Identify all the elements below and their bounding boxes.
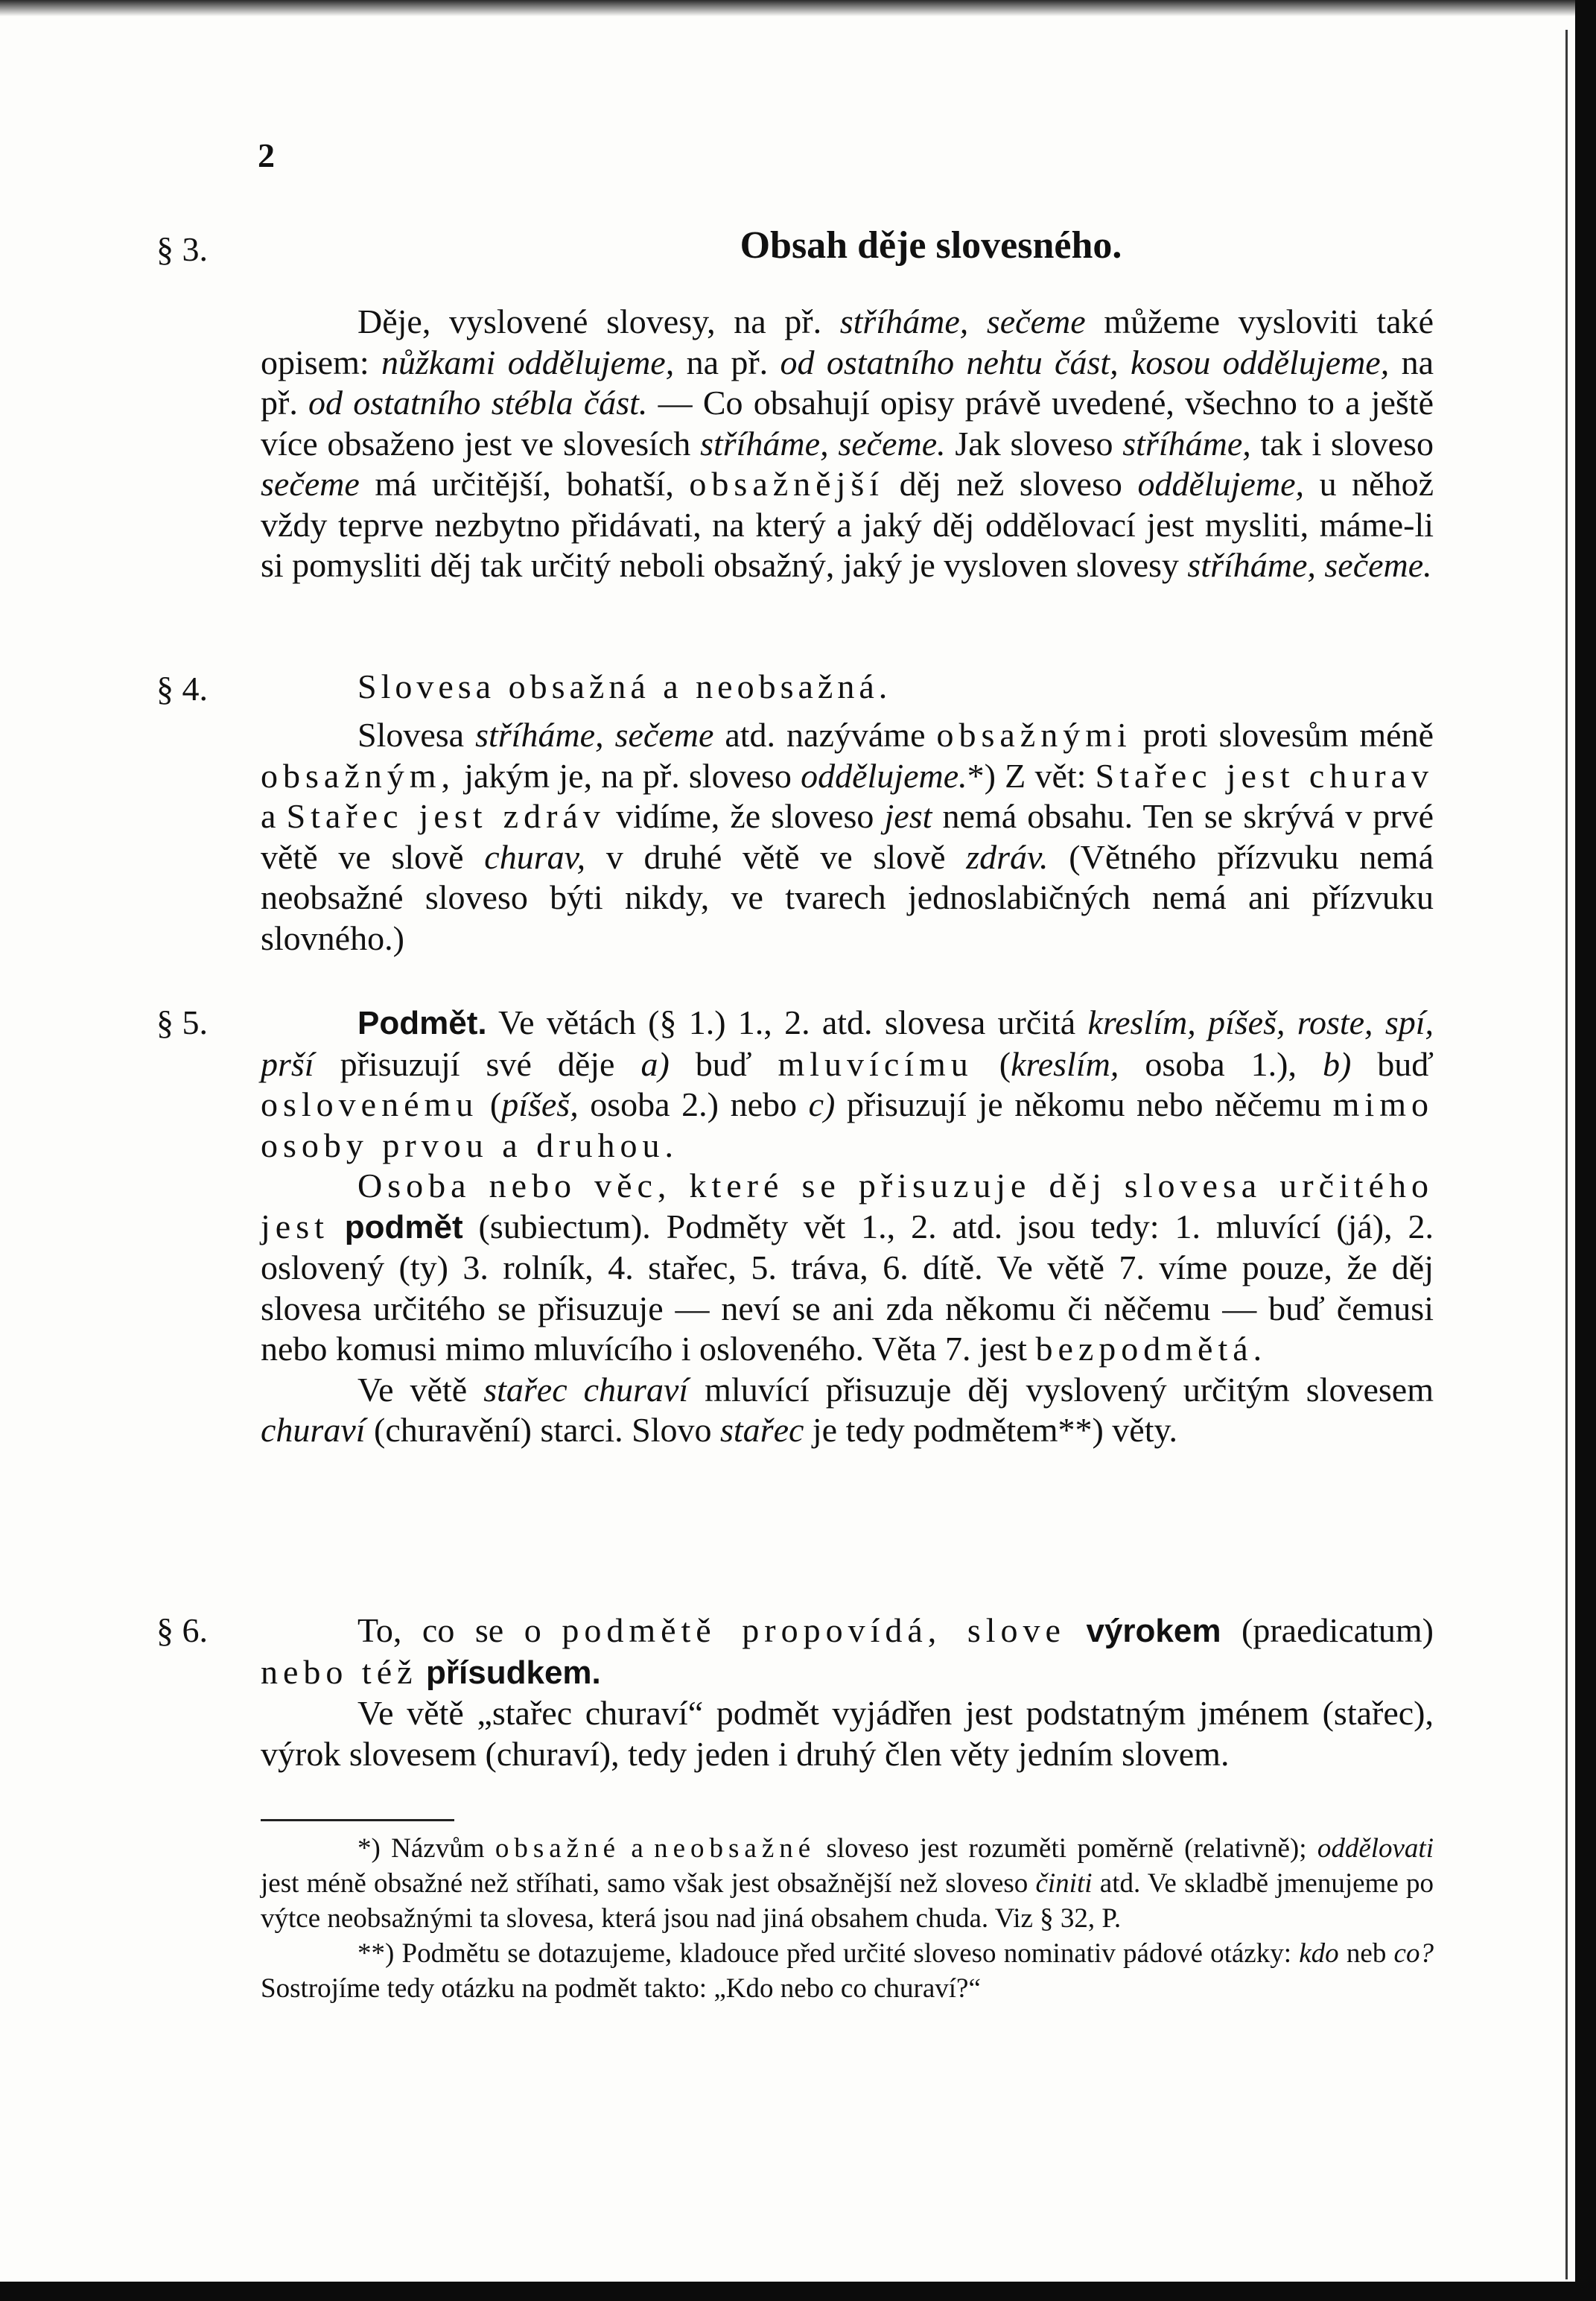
section-heading-4: Slovesa obsažná a neobsažná. (357, 667, 892, 705)
section-mark-6: § 6. (156, 1611, 208, 1649)
scan-edge-line (1565, 30, 1568, 2279)
paragraph: Podmět. Ve větách (§ 1.) 1., 2. atd. slovesa určitá kreslím, píšeš, roste, spí, prší přisuzují své děje a) buď mluvícímu (kreslím, osoba 1.), b) buď oslovenému (píšeš, osoba 2.) nebo c) přisuzují je někomu nebo něčemu mimo osoby prvou a druhou. (261, 1003, 1434, 1164)
scan-top-edge (0, 0, 1596, 16)
footnotes (261, 1831, 1434, 2006)
section-mark-5: § 5. (156, 1003, 208, 1041)
paragraph: Osoba nebo věc, které se přisuzuje děj slovesa určitého jest podmět (subiectum). Podměty vět 1., 2. atd. jsou tedy: 1. mluvící (já), 2. oslovený (ty) 3. rolník, 4. stařec, 5. tráva, 6. dítě. Ve větě 7. víme pouze, že děj slovesa určitého se přisuzuje — neví se ani zda někomu či něčemu — buď čemusi nebo komusi mimo mluvícího i osloveného. Věta 7. jest bezpodmětá. (261, 1167, 1434, 1368)
page-number: 2 (258, 136, 275, 174)
footnote-1: *) Názvům obsažné a neobsažné sloveso jest rozuměti poměrně (relativně); oddělovati jest méně obsažné než stříhati, samo však jest obsažnější než sloveso činiti atd. Ve skladbě jmenujeme po výtce neobsažnými ta slovesa, která jsou nad jiná obsahem chuda. Viz § 32, P. (261, 1833, 1434, 1934)
scan-right-edge (1575, 0, 1596, 2301)
paragraph: Ve větě stařec churaví mluvící přisuzuje děj vyslovený určitým slovesem churaví (churavění) starci. Slovo stařec je tedy podmětem**) věty. (261, 1370, 1434, 1449)
section-5-body (261, 1003, 1434, 1451)
section-3-body (261, 302, 1434, 586)
section-6-body (261, 1610, 1434, 1774)
footnote-divider (261, 1819, 454, 1821)
term-podmet: Podmět. (357, 1005, 487, 1041)
section-mark-4: § 4. (156, 670, 208, 708)
paragraph: Slovesa stříháme, sečeme atd. nazýváme obsažnými proti slovesům méně obsažným, jakým je, na př. sloveso oddělujeme.*) Z vět: Stařec jest churav a Stařec jest zdráv vidíme, že sloveso jest nemá obsahu. Ten se skrývá v prvé větě ve slově churav, v druhé větě ve slově zdráv. (Větného přízvuku nemá neobsažné sloveso býti nikdy, ve tvarech jednoslabičných nemá ani přízvuku slovného.) (261, 716, 1434, 957)
paragraph: Ve větě „stařec churaví“ podmět vyjádřen jest podstatným jménem (stařec), výrok slovesem (churaví), tedy jeden i druhý člen věty jedním slovem. (261, 1694, 1434, 1773)
paragraph: To, co se o podmětě propovídá, slove výrokem (praedicatum) nebo též přísudkem. (261, 1611, 1434, 1691)
section-4-body (261, 715, 1434, 959)
section-heading-3: Obsah děje slovesného. (740, 224, 1122, 267)
section-mark-3: § 3. (156, 230, 208, 268)
paragraph: Děje, vyslovené slovesy, na př. stříháme, sečeme můžeme vysloviti také opisem: nůžkami oddělujeme, na př. od ostatního nehtu část, kosou oddělujeme, na př. od ostatního stébla část. — Co obsahují opisy právě uvedené, všechno to a ještě více obsaženo jest ve slovesích stříháme, sečeme. Jak sloveso stříháme, tak i sloveso sečeme má určitější, bohatší, obsažnější děj než sloveso oddělujeme, u něhož vždy teprve nezbytno přidávati, na který a jaký děj oddělovací jest mysliti, máme-li si pomysliti děj tak určitý neboli obsažný, jaký je vysloven slovesy stříháme, sečeme. (261, 302, 1434, 584)
footnote-2: **) Podmětu se dotazujeme, kladouce před určité sloveso nominativ pádové otázky: kdo neb co? Sostrojíme tedy otázku na podmět takto: „Kdo nebo co churaví?“ (261, 1938, 1434, 2004)
scan-bottom-edge (0, 2282, 1596, 2301)
